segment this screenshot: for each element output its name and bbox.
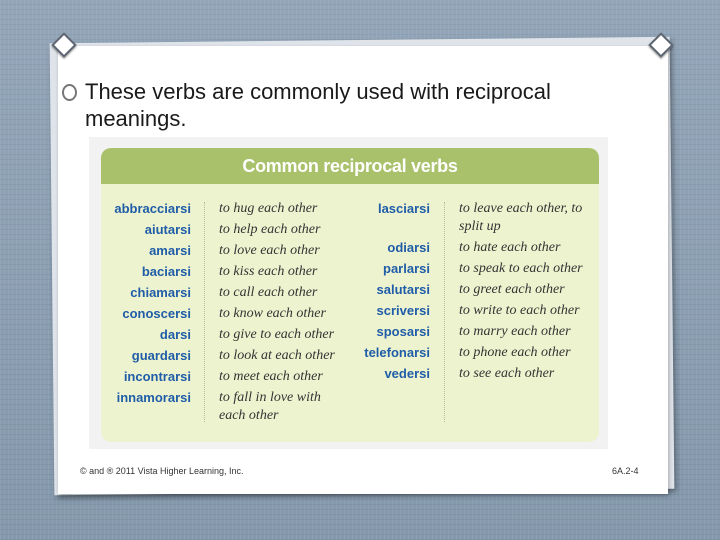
meaning-cell: to call each other (219, 285, 318, 300)
column-divider (204, 202, 205, 422)
verb-cell: parlarsi (383, 261, 430, 276)
meaning-cell: to marry each other (459, 324, 571, 339)
column-divider (444, 202, 445, 422)
meaning-cell: to greet each other (459, 282, 565, 297)
verb-cell: chiamarsi (130, 285, 191, 300)
meaning-cell: to leave each other, to split up (459, 201, 583, 234)
meaning-cell: to see each other (459, 366, 555, 381)
verb-cell: lasciarsi (377, 201, 430, 216)
verb-cell: odiarsi (387, 240, 430, 255)
verb-cell: salutarsi (376, 282, 430, 297)
meaning-cell: to love each other (219, 243, 320, 258)
verb-cell: innamorarsi (116, 390, 191, 405)
verb-cell: darsi (159, 327, 191, 342)
meaning-cell: to help each other (219, 222, 321, 237)
verb-cell: aiutarsi (144, 222, 191, 237)
slide-number: 6A.2-4 (612, 466, 639, 476)
meaning-cell: to speak to each other (459, 261, 583, 276)
meaning-cell: to look at each other (219, 348, 335, 363)
reciprocal-verbs-table (101, 148, 599, 442)
verb-cell: vedersi (384, 366, 430, 381)
meaning-cell: to know each other (219, 306, 326, 321)
verb-cell: guardarsi (131, 348, 191, 363)
verb-cell: scriversi (376, 303, 430, 318)
meaning-cell: to kiss each other (219, 264, 318, 279)
meaning-cell: to write to each other (459, 303, 580, 318)
verb-cell: incontrarsi (123, 369, 191, 384)
verb-cell: telefonarsi (364, 345, 430, 360)
meaning-cell: to phone each other (459, 345, 571, 360)
meaning-cell: to hate each other (459, 240, 561, 255)
footer-copyright: © and ® 2011 Vista Higher Learning, Inc. (80, 466, 244, 476)
hollow-circle-bullet-icon (62, 84, 77, 101)
verb-cell: amarsi (149, 243, 191, 258)
verb-cell: abbracciarsi (114, 201, 191, 216)
meaning-cell: to hug each other (219, 201, 318, 216)
meaning-cell: to fall in love with each other (219, 390, 321, 423)
verb-cell: conoscersi (122, 306, 191, 321)
slide-bullet-text: These verbs are commonly used with reciprocal meanings. (85, 79, 551, 131)
table-title: Common reciprocal verbs (101, 148, 599, 184)
verb-cell: baciarsi (141, 264, 191, 279)
meaning-cell: to give to each other (219, 327, 335, 342)
meaning-cell: to meet each other (219, 369, 323, 384)
verb-cell: sposarsi (376, 324, 430, 339)
